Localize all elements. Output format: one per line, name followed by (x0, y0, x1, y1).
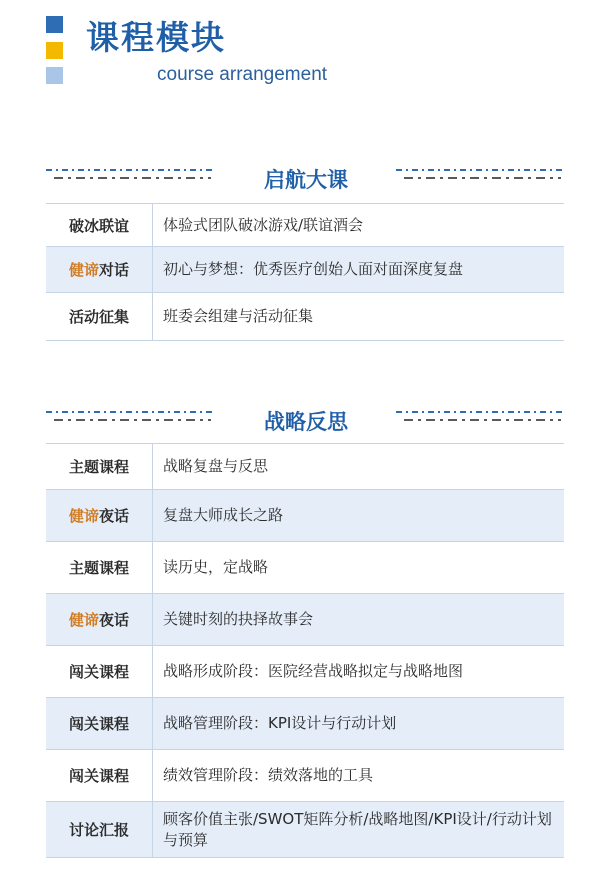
table-row (46, 750, 564, 802)
row-content: 绩效管理阶段：绩效落地的工具 (163, 766, 374, 784)
row-label: 主题课程 (46, 542, 153, 593)
row-label: 活动征集 (46, 293, 153, 340)
table-row (46, 490, 564, 542)
row-label: 闯关课程 (46, 698, 153, 749)
dashed-line-decoration (396, 404, 566, 428)
row-content: 战略复盘与反思 (163, 457, 269, 475)
light-blue-square-decoration (46, 67, 63, 84)
yellow-square-decoration (46, 42, 63, 59)
table-row (46, 293, 564, 341)
table-row (46, 443, 564, 490)
row-content: 体验式团队破冰游戏/联谊酒会 (163, 215, 364, 234)
dashed-line-decoration (396, 162, 566, 186)
schedule-table-2 (46, 443, 564, 858)
section-title: 战略反思 (264, 410, 348, 434)
table-row (46, 646, 564, 698)
row-content: 复盘大师成长之路 (163, 506, 284, 524)
row-content: 读历史，定战略 (163, 558, 269, 576)
schedule-table-1 (46, 203, 564, 341)
table-row (46, 542, 564, 594)
row-label: 闯关课程 (46, 750, 153, 801)
row-label: 健谛 夜话 (46, 594, 153, 645)
blue-square-decoration (46, 16, 63, 33)
row-label: 健谛 夜话 (46, 490, 153, 541)
page-title: 课程模块 (86, 18, 226, 57)
table-row (46, 203, 564, 247)
row-content: 战略管理阶段：KPI设计与行动计划 (163, 714, 397, 732)
section-header-1 (46, 158, 566, 198)
row-content: 班委会组建与活动征集 (163, 307, 314, 325)
row-content: 战略形成阶段：医院经营战略拟定与战略地图 (163, 662, 464, 680)
table-row (46, 802, 564, 858)
section-title: 启航大课 (264, 168, 348, 192)
table-row (46, 698, 564, 750)
row-label: 讨论汇报 (46, 802, 153, 857)
row-content: 顾客价值主张/SWOT矩阵分析/战略地图/KPI设计/行动计划与预算 (163, 809, 552, 849)
row-label: 闯关课程 (46, 646, 153, 697)
table-row (46, 247, 564, 293)
row-label: 主题课程 (46, 444, 153, 489)
page-subtitle: course arrangement (157, 64, 328, 85)
section-header-2 (46, 400, 566, 440)
table-row (46, 594, 564, 646)
row-label: 健谛 对话 (46, 247, 153, 292)
row-content: 关键时刻的抉择故事会 (163, 610, 314, 628)
row-label: 破冰联谊 (46, 204, 153, 246)
row-content: 初心与梦想：优秀医疗创始人面对面深度复盘 (163, 260, 464, 278)
